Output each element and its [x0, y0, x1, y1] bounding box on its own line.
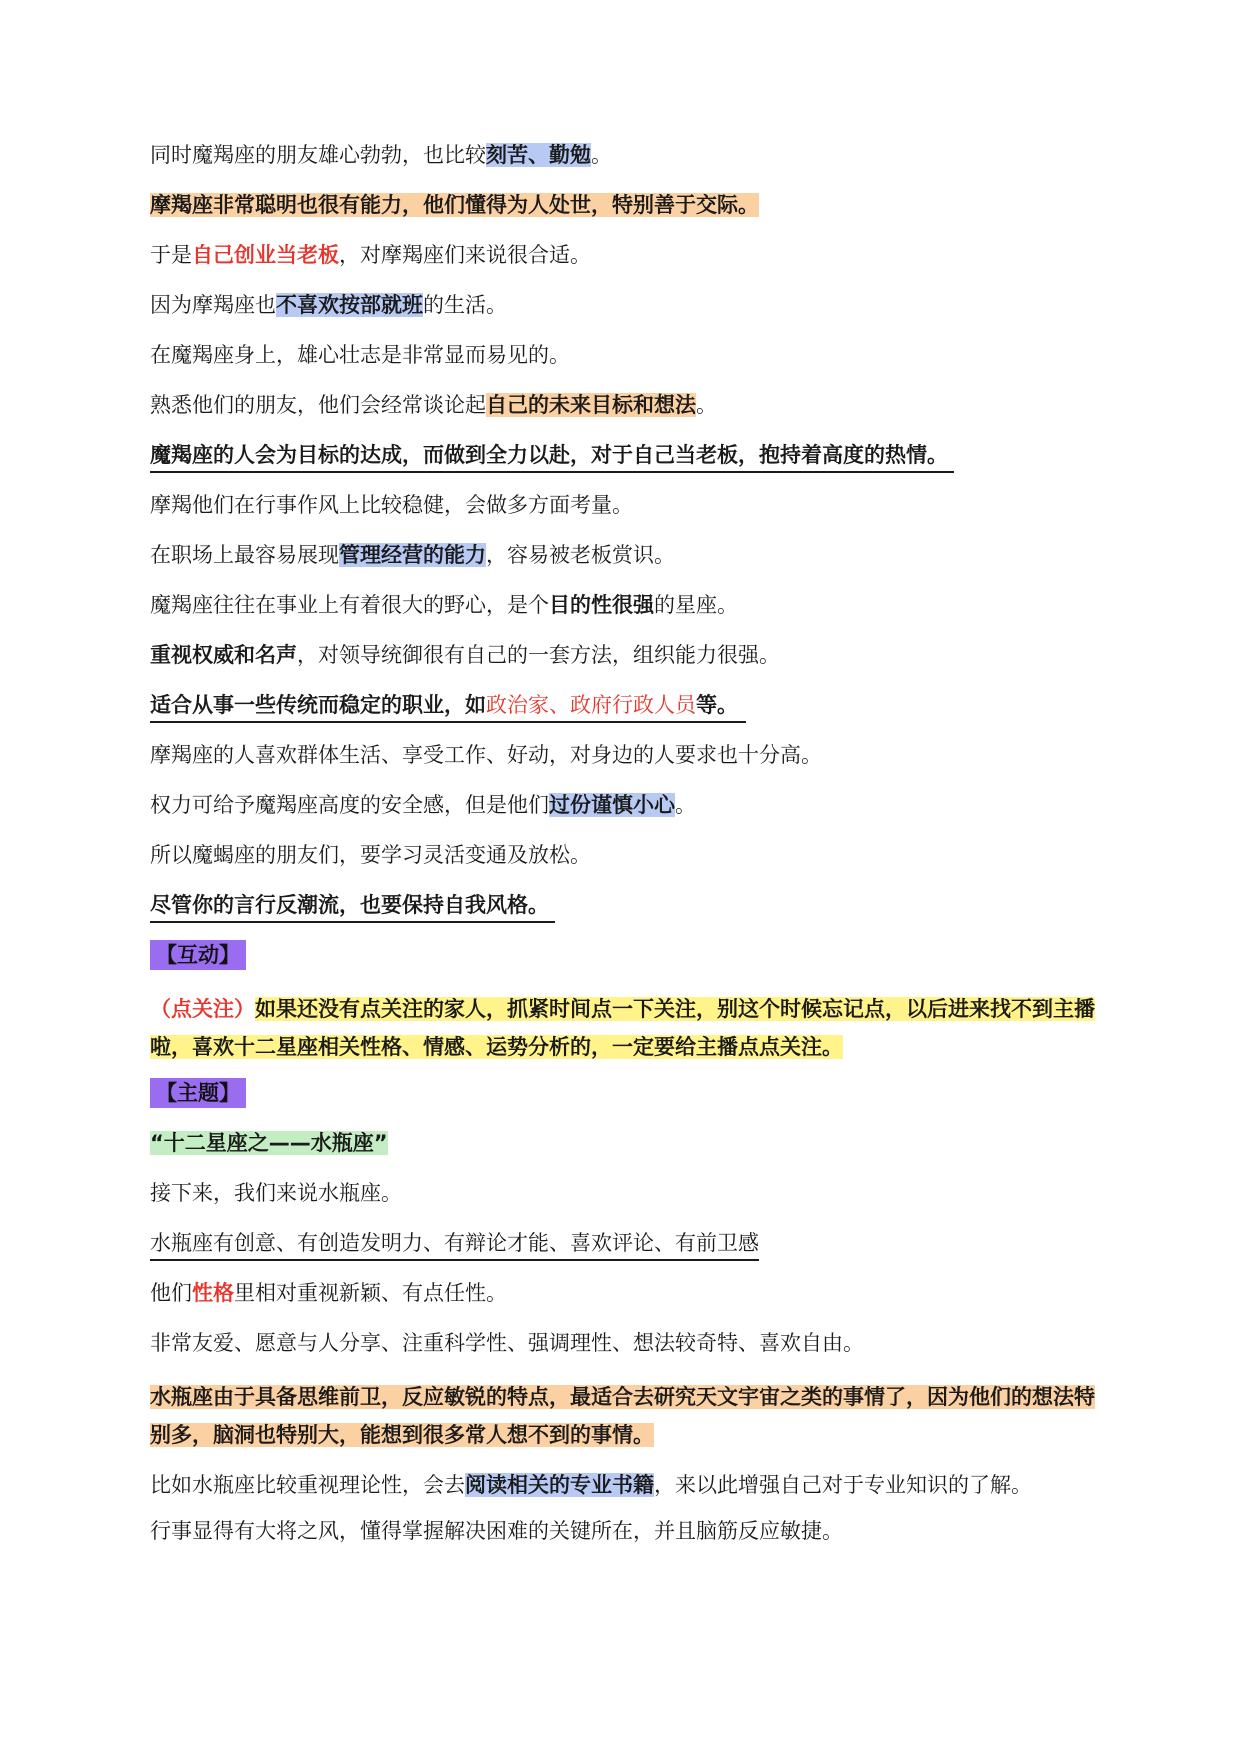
text: ，对摩羯座们来说很合适。 — [339, 243, 591, 267]
text: 因为摩羯座也 — [150, 293, 276, 317]
paragraph — [150, 840, 1095, 870]
text: 在魔羯座身上，雄心壮志是非常显而易见的。 — [150, 343, 570, 367]
paragraph — [150, 490, 1095, 520]
text: 同时魔羯座的朋友雄心勃勃，也比较 — [150, 143, 486, 167]
text: ，来以此增强自己对于专业知识的了解。 — [654, 1473, 1032, 1497]
text: 。 — [696, 393, 717, 417]
underlined-text: 尽管你的言行反潮流，也要保持自我风格。 — [150, 891, 555, 923]
text: ，对领导统御很有自己的一套方法，组织能力很强。 — [297, 643, 780, 667]
text: 适合从事一些传统而稳定的职业，如 — [150, 693, 486, 717]
paragraph — [150, 240, 1095, 270]
paragraph — [150, 890, 1095, 920]
text: 于是 — [150, 243, 192, 267]
red-emphasis: （点关注） — [150, 997, 255, 1021]
section-tag-theme: 【主题】 — [150, 1078, 246, 1108]
text: 行事显得有大将之风，懂得掌握解决困难的关键所在，并且脑筋反应敏捷。 — [150, 1519, 843, 1543]
text: 比如水瓶座比较重视理论性，会去 — [150, 1473, 465, 1497]
highlight: 刻苦、勤勉 — [486, 143, 591, 167]
theme-title: “十二星座之——水瓶座” — [150, 1131, 388, 1155]
text: 所以魔蝎座的朋友们，要学习灵活变通及放松。 — [150, 843, 591, 867]
paragraph — [150, 990, 1095, 1066]
underlined-text: 水瓶座有创意、有创造发明力、有辩论才能、喜欢评论、有前卫感 — [150, 1229, 759, 1261]
paragraph — [150, 340, 1095, 370]
paragraph — [150, 1378, 1095, 1454]
text: 权力可给予魔羯座高度的安全感，但是他们 — [150, 793, 549, 817]
paragraph — [150, 540, 1095, 570]
text: 非常友爱、愿意与人分享、注重科学性、强调理性、想法较奇特、喜欢自由。 — [150, 1331, 864, 1355]
paragraph — [150, 1516, 1095, 1546]
highlight: 过份谨慎小心 — [549, 793, 675, 817]
highlight: 水瓶座由于具备思维前卫，反应敏锐的特点，最适合去研究天文宇宙之类的事情了，因为他们的想法特别多，脑洞也特别大，能想到很多常人想不到的事情。 — [150, 1385, 1095, 1447]
highlight: 自己的未来目标和想法 — [486, 393, 696, 417]
text: 魔羯座往往在事业上有着很大的野心，是个 — [150, 593, 549, 617]
paragraph — [150, 190, 1095, 220]
paragraph — [150, 1128, 1095, 1158]
paragraph — [150, 590, 1095, 620]
underlined-text: 魔羯座的人会为目标的达成，而做到全力以赴，对于自己当老板，抱持着高度的热情。 — [150, 441, 954, 473]
red-emphasis: 性格 — [192, 1281, 234, 1305]
red-emphasis: 自己创业当老板 — [192, 243, 339, 267]
text: 接下来，我们来说水瓶座。 — [150, 1181, 402, 1205]
paragraph — [150, 440, 1095, 470]
underlined-text — [150, 691, 746, 723]
section-tag-interaction: 【互动】 — [150, 940, 246, 970]
paragraph — [150, 790, 1095, 820]
text: 在职场上最容易展现 — [150, 543, 339, 567]
paragraph — [150, 390, 1095, 420]
paragraph — [150, 740, 1095, 770]
red-emphasis: 政治家、政府行政人员 — [486, 693, 696, 717]
text: 的星座。 — [654, 593, 738, 617]
paragraph — [150, 1466, 1095, 1504]
section-tag-row — [150, 1078, 1095, 1108]
highlight: 阅读相关的专业书籍 — [465, 1473, 654, 1497]
paragraph — [150, 140, 1095, 170]
text: ，容易被老板赏识。 — [486, 543, 675, 567]
paragraph — [150, 1278, 1095, 1308]
text: 里相对重视新颖、有点任性。 — [234, 1281, 507, 1305]
bold-text: 重视权威和名声 — [150, 643, 297, 667]
text: 摩羯他们在行事作风上比较稳健，会做多方面考量。 — [150, 493, 633, 517]
text: 。 — [675, 793, 696, 817]
document-body — [150, 140, 1095, 1566]
text: 。 — [591, 143, 612, 167]
highlight: 管理经营的能力 — [339, 543, 486, 567]
paragraph — [150, 290, 1095, 320]
paragraph — [150, 640, 1095, 670]
highlight: 如果还没有点关注的家人，抓紧时间点一下关注，别这个时候忘记点，以后进来找不到主播啦，喜欢十二星座相关性格、情感、运势分析的，一定要给主播点点关注。 — [150, 997, 1095, 1059]
highlight: 不喜欢按部就班 — [276, 293, 423, 317]
paragraph — [150, 1328, 1095, 1358]
bold-text: 目的性很强 — [549, 593, 654, 617]
paragraph — [150, 1228, 1095, 1258]
paragraph — [150, 1178, 1095, 1208]
text: 他们 — [150, 1281, 192, 1305]
text: 摩羯座的人喜欢群体生活、享受工作、好动，对身边的人要求也十分高。 — [150, 743, 822, 767]
section-tag-row — [150, 940, 1095, 970]
paragraph — [150, 690, 1095, 720]
text: 的生活。 — [423, 293, 507, 317]
highlight: 摩羯座非常聪明也很有能力，他们懂得为人处世，特别善于交际。 — [150, 193, 759, 217]
text: 熟悉他们的朋友，他们会经常谈论起 — [150, 393, 486, 417]
text: 等。 — [696, 693, 738, 717]
